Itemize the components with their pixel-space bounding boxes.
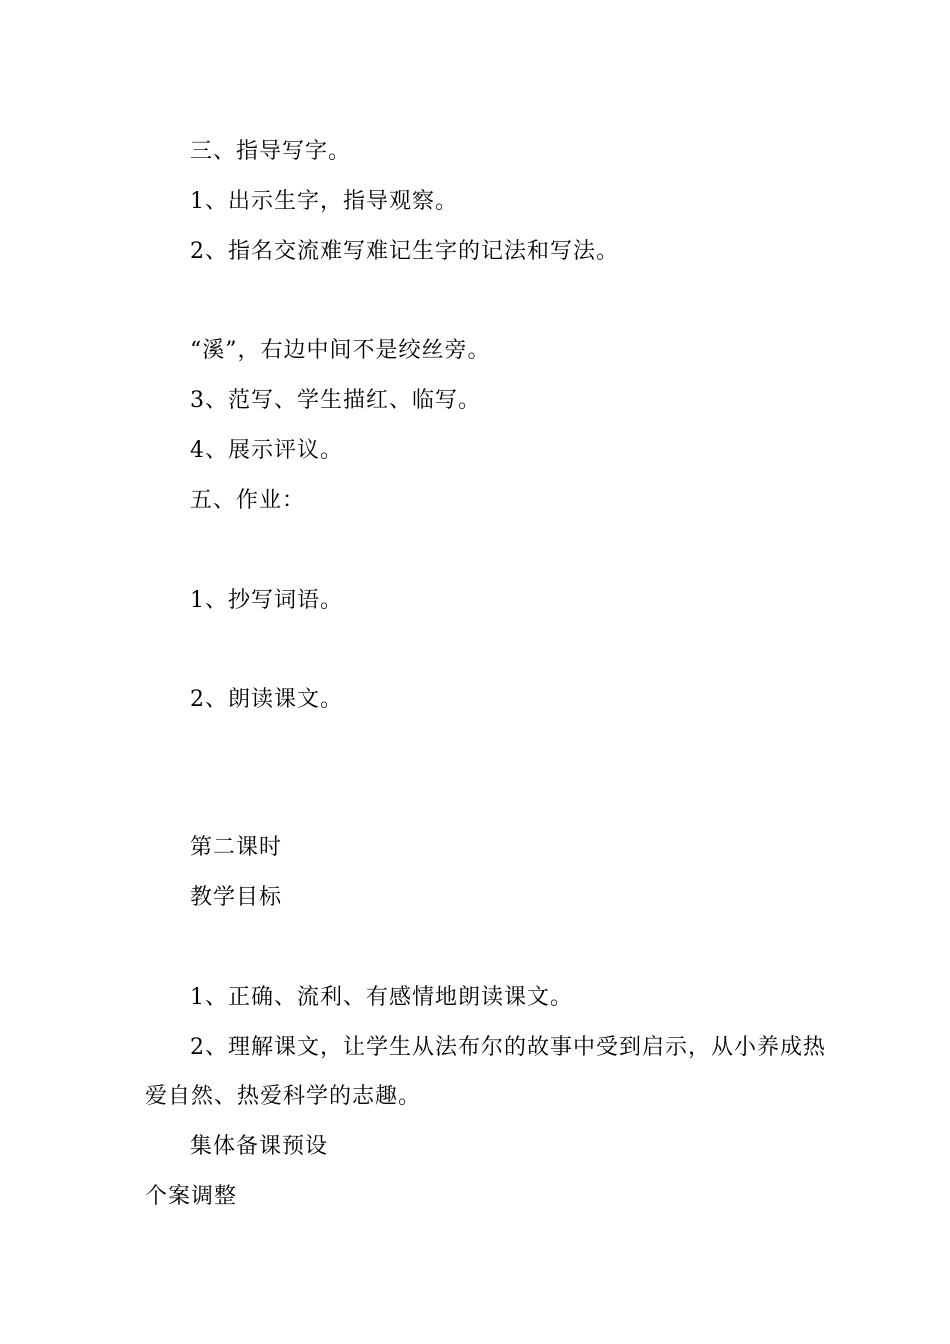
section-heading-group-prep: 集体备课预设 [190, 1134, 329, 1159]
list-item: 1、出示生字，指导观察。 [190, 189, 458, 214]
section-heading-objectives: 教学目标 [190, 885, 283, 910]
lesson-title: 第二课时 [190, 835, 283, 860]
list-item: 2、指名交流难写难记生字的记法和写法。 [190, 239, 619, 264]
list-item: 2、理解课文，让学生从法布尔的故事中受到启示，从小养成热 [190, 1035, 826, 1060]
section-heading-homework: 五、作业： [190, 488, 306, 513]
list-item: 1、抄写词语。 [190, 588, 343, 613]
list-item: 1、正确、流利、有感情地朗读课文。 [190, 985, 573, 1010]
section-heading-individual-adjust: 个案调整 [145, 1184, 238, 1209]
note-text: “溪”，右边中间不是绞丝旁。 [190, 338, 491, 363]
list-item: 3、范写、学生描红、临写。 [190, 388, 481, 413]
list-item: 2、朗读课文。 [190, 687, 343, 712]
section-heading-writing: 三、指导写字。 [190, 139, 352, 164]
list-item: 4、展示评议。 [190, 438, 343, 463]
list-item-continuation: 爱自然、热爱科学的志趣。 [145, 1084, 422, 1109]
